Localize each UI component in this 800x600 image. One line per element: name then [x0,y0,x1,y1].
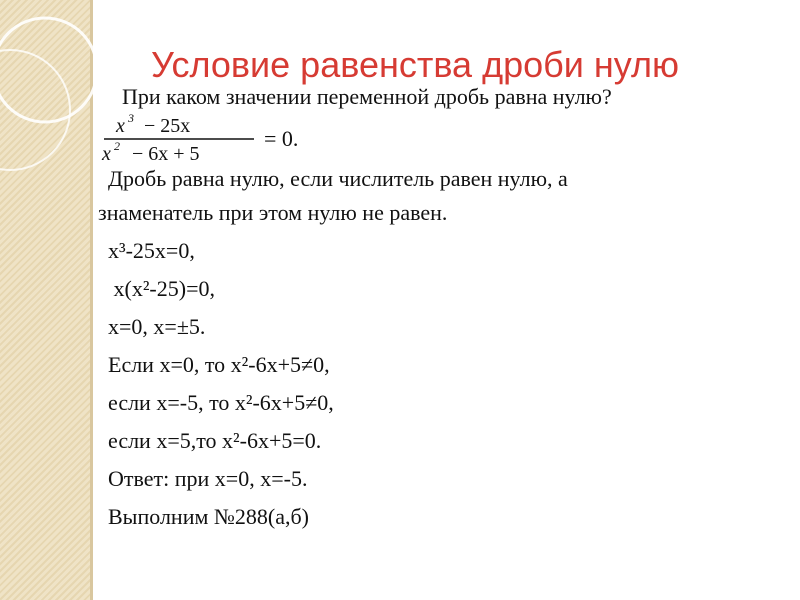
step-line: если x=-5, то x²-6x+5≠0, [108,390,334,415]
denominator-exponent: 2 [114,139,120,153]
numerator-base: x [116,115,125,137]
denominator-base: x [102,143,111,165]
exercise-line: Выполним №288(а,б) [108,504,309,529]
step-line: x(x²-25)=0, [108,276,215,301]
step-line: если x=5,то x²-6x+5=0. [108,428,322,453]
equals-zero: = 0. [264,126,299,151]
answer-line: Ответ: при x=0, x=-5. [108,466,308,491]
step-line: x=0, x=±5. [108,314,206,339]
rule-line-2: знаменатель при этом нулю не равен. [98,200,448,225]
rule-line-1: Дробь равна нулю, если числитель равен нулю, а [108,166,568,191]
numerator-rest: − 25x [144,115,191,137]
slide-title: Условие равенства дроби нулю [151,44,679,85]
step-line: x³-25x=0, [108,238,195,263]
fraction-equation [98,108,338,168]
denominator-rest: − 6x + 5 [132,143,200,165]
step-line: Если x=0, то x²-6x+5≠0, [108,352,330,377]
numerator-exponent: 3 [128,111,134,125]
question-text: При каком значении переменной дробь равна нулю? [122,84,612,109]
